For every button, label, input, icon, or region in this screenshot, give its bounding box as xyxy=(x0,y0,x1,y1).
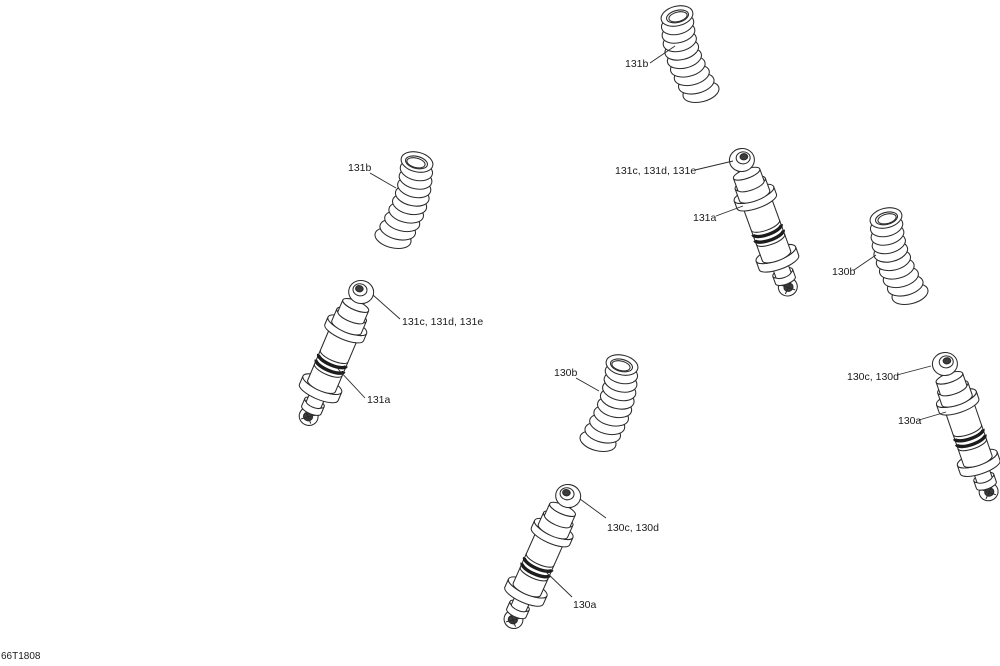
shock-absorber-131a-right xyxy=(717,140,811,303)
label-shock-130a-right: 130a xyxy=(898,415,922,427)
coil-spring-130b-center xyxy=(578,352,640,455)
shock-absorber-130a-bottom xyxy=(491,475,594,637)
leader-line-131a-left xyxy=(338,369,365,398)
label-shock-131a-right: 131a xyxy=(693,212,717,224)
leader-line-130a-right xyxy=(919,412,946,420)
coil-spring-130b-right xyxy=(868,205,930,308)
leader-line-spring-131b-left xyxy=(370,173,396,188)
label-130a-right-hardware: 130c, 130d xyxy=(847,371,899,383)
label-130a-bottom-hardware: 130c, 130d xyxy=(607,522,659,534)
coil-spring-131b-top xyxy=(659,3,721,106)
label-131a-right-hardware: 131c, 131d, 131e xyxy=(615,165,697,177)
leader-line-131a-right-hardware xyxy=(695,161,733,170)
label-spring-131b-left: 131b xyxy=(348,162,372,174)
leader-line-130a-bottom xyxy=(545,571,572,597)
label-131a-left-hardware: 131c, 131d, 131e xyxy=(402,316,484,328)
leader-line-131a-left-hardware xyxy=(373,295,400,319)
label-spring-130b-center: 130b xyxy=(554,367,578,379)
drawing-code: 66T1808 xyxy=(1,651,41,662)
leader-line-130a-right-hardware xyxy=(897,366,931,375)
label-spring-131b-top: 131b xyxy=(625,58,649,70)
shock-absorber-131a-left xyxy=(286,271,386,433)
label-spring-130b-right: 130b xyxy=(832,266,856,278)
label-shock-131a-left: 131a xyxy=(367,394,391,406)
label-shock-130a-bottom: 130a xyxy=(573,599,597,611)
leader-line-131a-right xyxy=(716,206,743,216)
leader-line-130a-bottom-hardware xyxy=(580,499,606,518)
coil-spring-131b-left xyxy=(373,149,435,252)
shock-absorber-130a-right xyxy=(920,344,1000,507)
leader-line-spring-130b-right xyxy=(854,255,876,270)
leader-line-spring-130b-center xyxy=(576,378,599,391)
